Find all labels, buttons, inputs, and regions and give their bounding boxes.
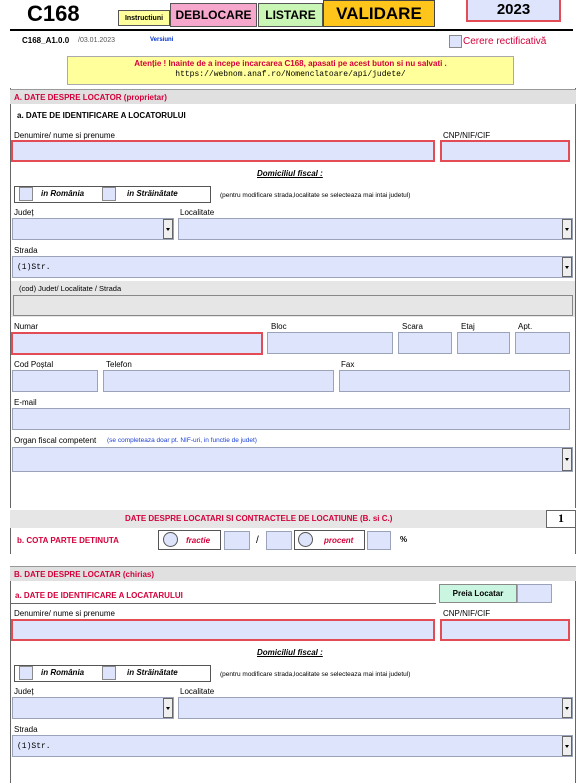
locator-apt-label: Apt. bbox=[518, 322, 533, 331]
section-b-title: B. DATE DESPRE LOCATAR (chirias) bbox=[10, 566, 576, 581]
procent-label: procent bbox=[324, 536, 354, 545]
locatar-in-strainatate-checkbox[interactable] bbox=[102, 666, 116, 680]
fractie-label: fractie bbox=[186, 536, 211, 545]
locator-cnp-input[interactable] bbox=[440, 140, 570, 162]
locator-strada-label: Strada bbox=[14, 246, 38, 255]
validare-button[interactable]: VALIDARE bbox=[323, 0, 435, 27]
locatar-cnp-label: CNP/NIF/CIF bbox=[443, 609, 491, 618]
form-code: C168 bbox=[27, 1, 80, 26]
preia-locatar-button[interactable]: Preia Locatar bbox=[439, 584, 517, 603]
locator-localitate-select[interactable] bbox=[178, 218, 573, 240]
locatar-cnp-input[interactable] bbox=[440, 619, 570, 641]
locator-in-romania-checkbox[interactable] bbox=[19, 187, 33, 201]
locator-telefon-label: Telefon bbox=[106, 360, 132, 369]
locator-judet-label: Județ bbox=[14, 208, 34, 217]
instructiuni-button[interactable]: Instructiuni bbox=[118, 10, 170, 26]
locator-cnp-label: CNP/NIF/CIF bbox=[443, 131, 491, 140]
dropdown-arrow-icon[interactable] bbox=[562, 698, 572, 718]
locator-fax-input[interactable] bbox=[339, 370, 570, 392]
locator-cod-label: (cod) Judet/ Localitate / Strada bbox=[19, 284, 122, 293]
locator-judet-select[interactable] bbox=[12, 218, 174, 240]
locator-scara-label: Scara bbox=[402, 322, 423, 331]
locator-name-label: Denumire/ nume si prenume bbox=[14, 131, 115, 140]
version-date: /03.01.2023 bbox=[78, 37, 115, 44]
section-a-subtitle: a. DATE DE IDENTIFICARE A LOCATORULUI bbox=[17, 111, 186, 120]
rectificativa-checkbox[interactable] bbox=[449, 35, 462, 48]
locator-etaj-input[interactable] bbox=[457, 332, 510, 354]
locator-email-label: E-mail bbox=[14, 398, 37, 407]
fractie-radio[interactable] bbox=[163, 532, 178, 547]
locator-organ-select[interactable] bbox=[12, 447, 573, 472]
version-code: C168_A1.0.0 bbox=[22, 36, 70, 45]
locatari-bar-title: DATE DESPRE LOCATARI SI CONTRACTELE DE LOCATIUNE (B. si C.) bbox=[125, 514, 393, 523]
locatar-domiciliu-label: Domiciliul fiscal : bbox=[257, 648, 323, 657]
locatar-strada-label: Strada bbox=[14, 725, 38, 734]
locator-strada-select[interactable]: (1)Str. bbox=[12, 256, 573, 278]
section-b-subtitle: a. DATE DE IDENTIFICARE A LOCATARULUI bbox=[15, 591, 183, 600]
locator-in-strainatate-checkbox[interactable] bbox=[102, 187, 116, 201]
dropdown-arrow-icon[interactable] bbox=[163, 219, 173, 239]
locator-numar-label: Numar bbox=[14, 322, 39, 331]
fractie-slash: / bbox=[256, 535, 259, 546]
locator-in-romania-label: in România bbox=[41, 189, 85, 198]
preia-locatar-field[interactable] bbox=[517, 584, 552, 603]
notice-line1: Atenție ! Inainte de a incepe incarcarea C168, apasati pe acest buton si nu salvati . bbox=[134, 59, 447, 68]
fractie-numerator-input[interactable] bbox=[224, 531, 250, 550]
judete-notice-button[interactable] bbox=[67, 56, 514, 85]
locator-bloc-input[interactable] bbox=[267, 332, 393, 354]
locatar-judet-label: Județ bbox=[14, 687, 34, 696]
locator-scara-input[interactable] bbox=[398, 332, 452, 354]
locatar-in-romania-checkbox[interactable] bbox=[19, 666, 33, 680]
dropdown-arrow-icon[interactable] bbox=[562, 219, 572, 239]
locatari-count: 1 bbox=[546, 510, 576, 528]
section-a-title: A. DATE DESPRE LOCATOR (proprietar) bbox=[10, 89, 576, 104]
procent-radio[interactable] bbox=[298, 532, 313, 547]
locator-apt-input[interactable] bbox=[515, 332, 570, 354]
notice-line2: https://webnom.anaf.ro/Nomenclatoare/api/judete/ bbox=[175, 70, 406, 79]
locatar-in-romania-label: in România bbox=[41, 668, 85, 677]
locator-domiciliu-label: Domiciliul fiscal : bbox=[257, 169, 323, 178]
locator-localitate-label: Localitate bbox=[180, 208, 215, 217]
dropdown-arrow-icon[interactable] bbox=[163, 698, 173, 718]
locatar-judet-select[interactable] bbox=[12, 697, 174, 719]
locator-cod-postal-input[interactable] bbox=[12, 370, 98, 392]
locator-organ-label: Organ fiscal competent bbox=[14, 436, 97, 445]
dropdown-arrow-icon[interactable] bbox=[562, 257, 572, 277]
locator-name-input[interactable] bbox=[11, 140, 435, 162]
locatar-name-label: Denumire/ nume si prenume bbox=[14, 609, 115, 618]
locator-etaj-label: Etaj bbox=[461, 322, 475, 331]
locator-domiciliu-note: (pentru modificare strada,localitate se selecteaza mai intai judetul) bbox=[220, 192, 411, 199]
dropdown-arrow-icon[interactable] bbox=[562, 736, 572, 756]
locator-in-strainatate-label: in Străinătate bbox=[127, 189, 178, 198]
locator-email-input[interactable] bbox=[12, 408, 570, 430]
cota-label: b. COTA PARTE DETINUTA bbox=[17, 536, 119, 545]
locator-fax-label: Fax bbox=[341, 360, 355, 369]
locatar-in-strainatate-label: in Străinătate bbox=[127, 668, 178, 677]
versiuni-link[interactable]: Versiuni bbox=[150, 37, 174, 43]
listare-button[interactable]: LISTARE bbox=[258, 3, 323, 27]
locatar-name-input[interactable] bbox=[11, 619, 435, 641]
locator-cod-field bbox=[13, 295, 573, 316]
dropdown-arrow-icon[interactable] bbox=[562, 448, 572, 471]
deblocare-button[interactable]: DEBLOCARE bbox=[170, 3, 257, 27]
fractie-denominator-input[interactable] bbox=[266, 531, 292, 550]
locator-organ-note: (se completeaza doar pt. NIF-uri, in functie de judet) bbox=[107, 437, 257, 444]
percent-sign: % bbox=[400, 535, 408, 544]
locatar-localitate-label: Localitate bbox=[180, 687, 215, 696]
header-divider bbox=[10, 29, 573, 31]
procent-input[interactable] bbox=[367, 531, 391, 550]
locator-telefon-input[interactable] bbox=[103, 370, 334, 392]
locator-numar-input[interactable] bbox=[11, 332, 263, 355]
section-b-subtitle-line bbox=[11, 603, 436, 604]
year-field[interactable]: 2023 bbox=[466, 0, 561, 22]
locatar-strada-select[interactable]: (1)Str. bbox=[12, 735, 573, 757]
locatar-localitate-select[interactable] bbox=[178, 697, 573, 719]
locatar-domiciliu-note: (pentru modificare strada,localitate se selecteaza mai intai judetul) bbox=[220, 671, 411, 678]
locator-bloc-label: Bloc bbox=[271, 322, 287, 331]
rectificativa-label: Cerere rectificativă bbox=[463, 36, 547, 47]
locator-cod-postal-label: Cod Poștal bbox=[14, 360, 54, 369]
